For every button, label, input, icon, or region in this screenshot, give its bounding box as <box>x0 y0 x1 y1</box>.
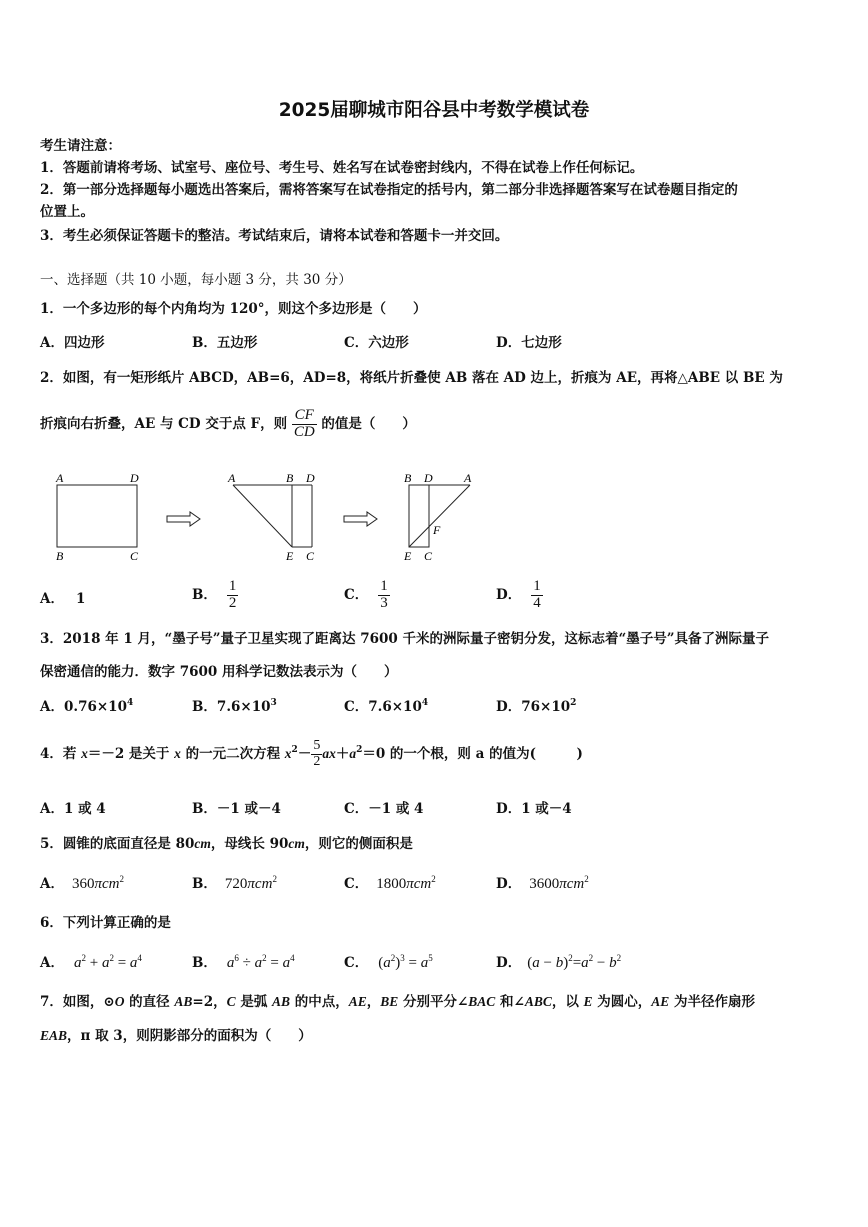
q3-option-d-exponent: 2 <box>570 698 577 708</box>
q7-var: BAC <box>468 994 496 1009</box>
fig2-label-e: E <box>286 549 294 563</box>
q3-line2: 保密通信的能力．数字 7600 用科学记数法表示为（ ） <box>40 664 398 680</box>
notice-item-3: 3．考生必须保证答题卡的整洁。考试结束后，请将本试卷和答题卡一并交回。 <box>40 228 509 244</box>
q7-line2 <box>40 1024 312 1044</box>
q2-option-d-numerator: 1 <box>533 578 541 595</box>
q1-option-b: B．五边形 <box>192 335 258 351</box>
q5-option-b-label: B． <box>192 876 217 892</box>
q7-var: AE <box>651 994 670 1009</box>
arrow-icon <box>166 511 202 527</box>
q7-var: E <box>583 994 593 1009</box>
q3-option-c-base: 7.6×10 <box>368 699 422 715</box>
q1-option-d: D．七边形 <box>496 335 562 351</box>
q5-option-d-unit: πcm <box>559 876 585 892</box>
q6-option-b <box>192 951 295 972</box>
q1-stem: 1．一个多边形的每个内角均为 120°，则这个多边形是（ ） <box>40 301 427 317</box>
q2-option-b <box>192 575 238 615</box>
fig3-label-d: D <box>424 471 433 485</box>
notice-item-2-cont: 位置上。 <box>40 204 94 220</box>
q5-option-a <box>40 872 124 893</box>
fig3-label-b: B <box>404 471 412 485</box>
q3-option-a-label: A． <box>40 699 64 715</box>
fig1-label-c: C <box>130 549 139 563</box>
q6-option-d-expr: $(a - b)^2=a^2 - b^2$ <box>527 953 622 971</box>
q2-fraction-numerator: CF <box>292 408 317 425</box>
q4-option-b: B．－1 或－4 <box>192 801 281 817</box>
q2-line2-text: 折痕向右折叠，AE 与 CD 交于点 F，则 <box>40 416 288 432</box>
q7-text: ，π 取 3，则阴影部分的面积为（ ） <box>67 1028 312 1044</box>
q4-stem <box>40 734 583 774</box>
q5-option-d-exponent: 2 <box>584 874 589 884</box>
q5-unit-1: cm <box>194 836 211 851</box>
q2-option-a <box>40 587 85 607</box>
q4-minus: － <box>297 746 312 762</box>
q2-option-d-fraction <box>531 579 543 612</box>
q2-option-b-fraction <box>227 579 239 612</box>
q5-option-a-number: 360 <box>71 876 95 892</box>
q5-option-c-label: C． <box>344 876 369 892</box>
q2-option-c-label: C． <box>344 587 369 603</box>
q4-var-a: a <box>349 746 357 761</box>
q5-option-c-number: 1800 <box>376 876 407 892</box>
q2-option-b-denominator: 2 <box>228 595 237 611</box>
q5-option-b-unit: πcm <box>247 876 273 892</box>
q1-option-c: C．六边形 <box>344 335 409 351</box>
q6-option-b-expr: $a^6 \div a^2 = a^4$ <box>226 953 295 971</box>
q4-text-2: ＝－2 是关于 <box>87 746 175 762</box>
q3-option-b-base: 7.6×10 <box>216 699 271 715</box>
q2-option-c-denominator: 3 <box>380 595 388 611</box>
q6-option-c-label: C． <box>344 955 369 971</box>
q4-option-c: C．－1 或 4 <box>344 801 424 817</box>
q4-exponent-2: 2 <box>356 745 363 755</box>
q2-option-b-numerator: 1 <box>228 578 237 595</box>
fig3-label-c: C <box>424 549 433 563</box>
fig1-label-b: B <box>56 549 64 563</box>
q2-fraction-denominator: CD <box>293 424 315 440</box>
q7-text: 为圆心， <box>592 994 652 1010</box>
fig2-label-a: A <box>228 471 236 485</box>
q5-option-d-label: D． <box>496 876 522 892</box>
q6-option-a <box>40 951 142 972</box>
q6-option-a-expr: $a^2 + a^2 = a^4$ <box>73 953 142 971</box>
q7-text: 分别平分∠ <box>398 994 469 1010</box>
q3-option-c-label: C． <box>344 699 369 715</box>
q3-option-a <box>40 695 133 715</box>
q5-option-a-unit: πcm <box>94 876 120 892</box>
q3-option-a-base: 0.76×10 <box>63 699 127 715</box>
q5-stem <box>40 832 413 852</box>
q5-option-a-exponent: 2 <box>119 874 124 884</box>
notice-heading: 考生请注意： <box>40 138 121 154</box>
fig1-label-a: A <box>56 471 64 485</box>
q7-text: 是弧 <box>235 994 273 1010</box>
q4-term-ax: ax <box>322 746 336 761</box>
notice-item-2: 2．第一部分选择题每小题选出答案后，需将答案写在试卷指定的括号内，第二部分非选择题答案写在试卷题目指定的 <box>40 182 738 198</box>
q3-option-d <box>496 695 576 715</box>
q7-var: BE <box>380 994 399 1009</box>
q5-option-c <box>344 872 436 893</box>
q2-option-d-denominator: 4 <box>533 595 541 611</box>
q5-unit-2: cm <box>288 836 305 851</box>
q5-option-c-unit: πcm <box>406 876 432 892</box>
q4-exponent-1: 2 <box>291 745 298 755</box>
q5-option-d <box>496 872 589 893</box>
q4-var-x: x <box>81 746 88 761</box>
q2-option-b-label: B． <box>192 587 217 603</box>
q4-text-1: 4．若 <box>40 746 82 762</box>
section-heading: 一、选择题（共 10 小题，每小题 3 分，共 30 分） <box>40 272 352 288</box>
q2-line2 <box>40 404 416 444</box>
q2-figure-3 <box>400 468 482 564</box>
notice-item-1: 1．答题前请将考场、试室号、座位号、考生号、姓名写在试卷密封线内，不得在试卷上作任何标记。 <box>40 160 644 176</box>
page-title: 2025届聊城市阳谷县中考数学模试卷 <box>278 100 590 121</box>
q4-text-3: 的一元二次方程 <box>180 746 285 762</box>
q5-option-b <box>192 872 277 893</box>
q4-fraction-numerator: 5 <box>313 738 321 754</box>
fig3-label-e: E <box>404 549 412 563</box>
q3-option-d-label: D． <box>496 699 522 715</box>
q7-var: AE <box>348 994 367 1009</box>
q6-stem: 6．下列计算正确的是 <box>40 915 171 931</box>
q6-option-c <box>344 951 433 972</box>
q5-option-b-number: 720 <box>224 876 248 892</box>
q5-option-c-exponent: 2 <box>431 874 436 884</box>
q7-var: AB <box>174 994 193 1009</box>
q7-text: ，以 <box>551 994 584 1010</box>
q3-option-a-exponent: 4 <box>126 698 134 708</box>
q3-option-b <box>192 695 277 715</box>
q7-var: EAB <box>40 1028 68 1043</box>
arrow-icon <box>343 511 379 527</box>
q4-fraction-denominator: 2 <box>313 754 321 769</box>
q7-text: 为半径作扇形 <box>669 994 755 1010</box>
q7-text: ， <box>366 994 381 1010</box>
q4-var-x-2: x <box>174 746 181 761</box>
q4-fraction <box>311 739 322 769</box>
q2-option-c-fraction <box>378 579 390 612</box>
q3-option-b-exponent: 3 <box>270 698 277 708</box>
q1-option-a: A．四边形 <box>40 335 105 351</box>
q6-option-d <box>496 951 621 972</box>
fig2-label-c: C <box>306 549 315 563</box>
q3-line1: 3．2018 年 1 月，“墨子号”量子卫星实现了距离达 7600 千米的洲际量子密钥分发，这标志着“墨子号”具备了洲际量子 <box>40 631 769 647</box>
q6-option-c-expr: $(a^2)^3 = a^5$ <box>378 953 433 971</box>
q5-option-d-number: 3600 <box>529 876 560 892</box>
q4-option-a: A．1 或 4 <box>40 801 106 817</box>
q7-text: 的直径 <box>124 994 175 1010</box>
q7-var: O <box>114 994 125 1009</box>
q2-line1: 2．如图，有一矩形纸片 ABCD，AB=6，AD=8，将纸片折叠使 AB 落在 AD 边上，折痕为 AE，再将△ABE 以 BE 为 <box>40 370 783 386</box>
q4-var-x-3: x <box>284 746 292 761</box>
q2-figure-2 <box>224 468 324 564</box>
q5-text-3: ，则它的侧面积是 <box>304 836 413 852</box>
fig1-label-d: D <box>130 471 139 485</box>
q4-plus: ＋ <box>335 746 350 762</box>
q4-text-4: ＝0 的一个根，则 a 的值为( ) <box>362 746 583 762</box>
q5-option-b-exponent: 2 <box>272 874 277 884</box>
q7-text: 和∠ <box>495 994 525 1010</box>
q3-option-b-label: B． <box>192 699 217 715</box>
q7-var: AB <box>272 994 291 1009</box>
q4-option-d: D．1 或－4 <box>496 801 572 817</box>
q2-option-a-label: A． <box>40 591 64 607</box>
q7-text: 的中点， <box>290 994 349 1010</box>
q7-var: C <box>226 994 236 1009</box>
q2-option-c <box>344 575 390 615</box>
fig2-label-d: D <box>306 471 315 485</box>
q6-option-b-label: B． <box>192 955 217 971</box>
q6-option-a-label: A． <box>40 955 64 971</box>
q5-option-a-label: A． <box>40 876 64 892</box>
q5-text-2: ，母线长 90 <box>210 836 289 852</box>
q3-option-c-exponent: 4 <box>421 698 429 708</box>
q7-text: 7．如图， <box>40 994 104 1010</box>
q7-var: ABC <box>524 994 552 1009</box>
q7-text: =2， <box>192 994 227 1010</box>
q6-option-d-label: D． <box>496 955 522 971</box>
q2-figure-1 <box>50 468 150 564</box>
fig3-label-a: A <box>464 471 472 485</box>
q3-option-c <box>344 695 428 715</box>
q5-text-1: 5．圆锥的底面直径是 80 <box>40 836 195 852</box>
q3-option-d-base: 76×10 <box>521 699 571 715</box>
q7-line1 <box>40 990 755 1010</box>
q2-option-a-value: 1 <box>75 591 86 607</box>
q2-option-d <box>496 575 543 615</box>
q2-fraction <box>292 408 317 441</box>
q2-option-d-label: D． <box>496 587 522 603</box>
q2-line2-tail: 的值是（ ） <box>321 416 416 432</box>
fig2-label-b: B <box>286 471 294 485</box>
q2-option-c-numerator: 1 <box>380 578 388 595</box>
fig3-label-f: F <box>433 523 441 537</box>
circle-icon: ⊙ <box>103 994 115 1010</box>
